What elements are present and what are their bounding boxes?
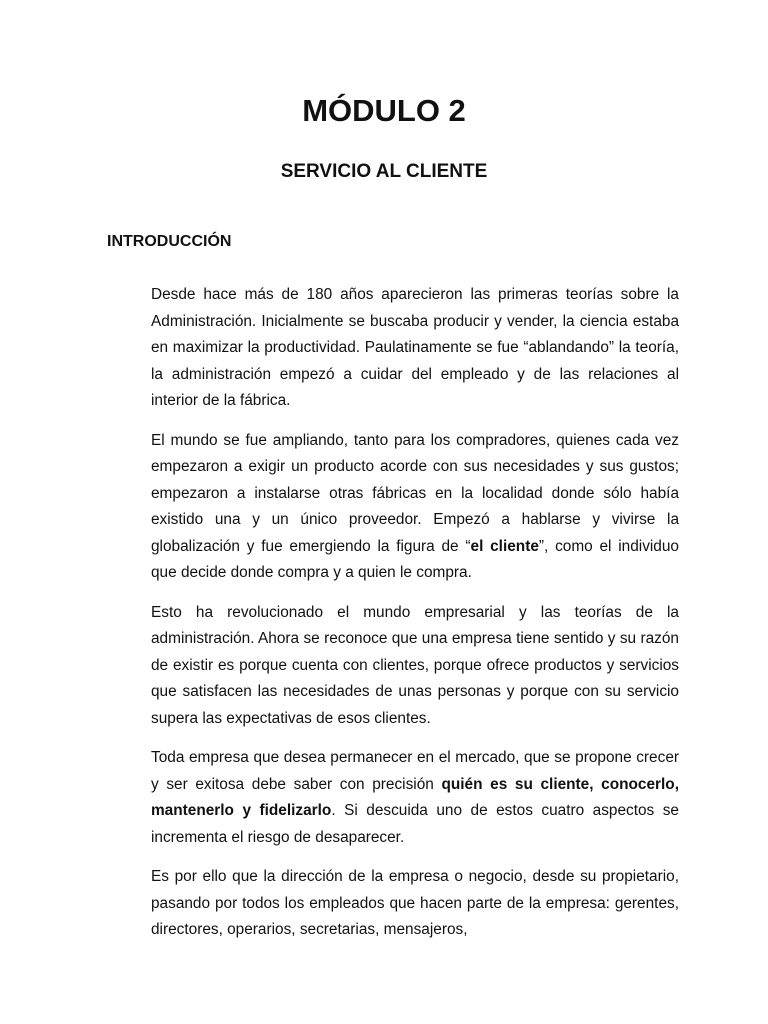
paragraph (151, 282, 679, 415)
paragraph-text: Es por ello que la dirección de la empresa o negocio, desde su propietario, pasando por todos los empleados que hacen parte de la empresa: gerentes, directores, operarios, secretarias, mensajeros, (151, 868, 679, 938)
paragraph-text: Desde hace más de 180 años aparecieron las primeras teorías sobre la Administración. Inicialmente se buscaba producir y vender, la ciencia estaba en maximizar la productividad. Paulatinamente se fue “ablandando” la teoría, la administración empezó a cuidar del empleado y de las relaciones al interior de la fábrica. (151, 286, 679, 409)
module-title: MÓDULO 2 (302, 93, 466, 128)
paragraph (151, 745, 679, 851)
paragraph-text: . Si descuida uno de estos cuatro aspectos se incrementa el riesgo de desaparecer. (151, 802, 679, 846)
bold-term: quién es su cliente, conocerlo, mantenerlo y fidelizarlo (151, 775, 679, 819)
paragraph-text: Toda empresa que desea permanecer en el mercado, que se propone crecer y ser exitosa debe saber con precisión (151, 749, 679, 793)
paragraph (151, 864, 679, 944)
body-text (151, 282, 679, 957)
section-heading: INTRODUCCIÓN (107, 233, 232, 250)
module-subtitle: SERVICIO AL CLIENTE (280, 161, 488, 182)
paragraph-text: ”, como el individuo que decide donde compra y a quien le compra. (151, 537, 679, 581)
bold-term: el cliente (470, 537, 539, 555)
paragraph-text: El mundo se fue ampliando, tanto para los compradores, quienes cada vez empezaron a exigir un producto acorde con sus necesidades y sus gustos; empezaron a instalarse otras fábricas en la localidad donde sólo había existido una y un único proveedor. Empezó a hablarse y vivirse la globalización y fue emergiendo la figura de “ (151, 431, 679, 555)
paragraph (151, 600, 679, 733)
paragraph-text: Esto ha revolucionado el mundo empresarial y las teorías de la administración. Ahora se reconoce que una empresa tiene sentido y su razón de existir es porque cuenta con clientes, porque ofrece productos y servicios que satisfacen las necesidades de unas personas y porque con su servicio supera las expectativas de esos clientes. (151, 603, 679, 727)
paragraph (151, 428, 679, 587)
